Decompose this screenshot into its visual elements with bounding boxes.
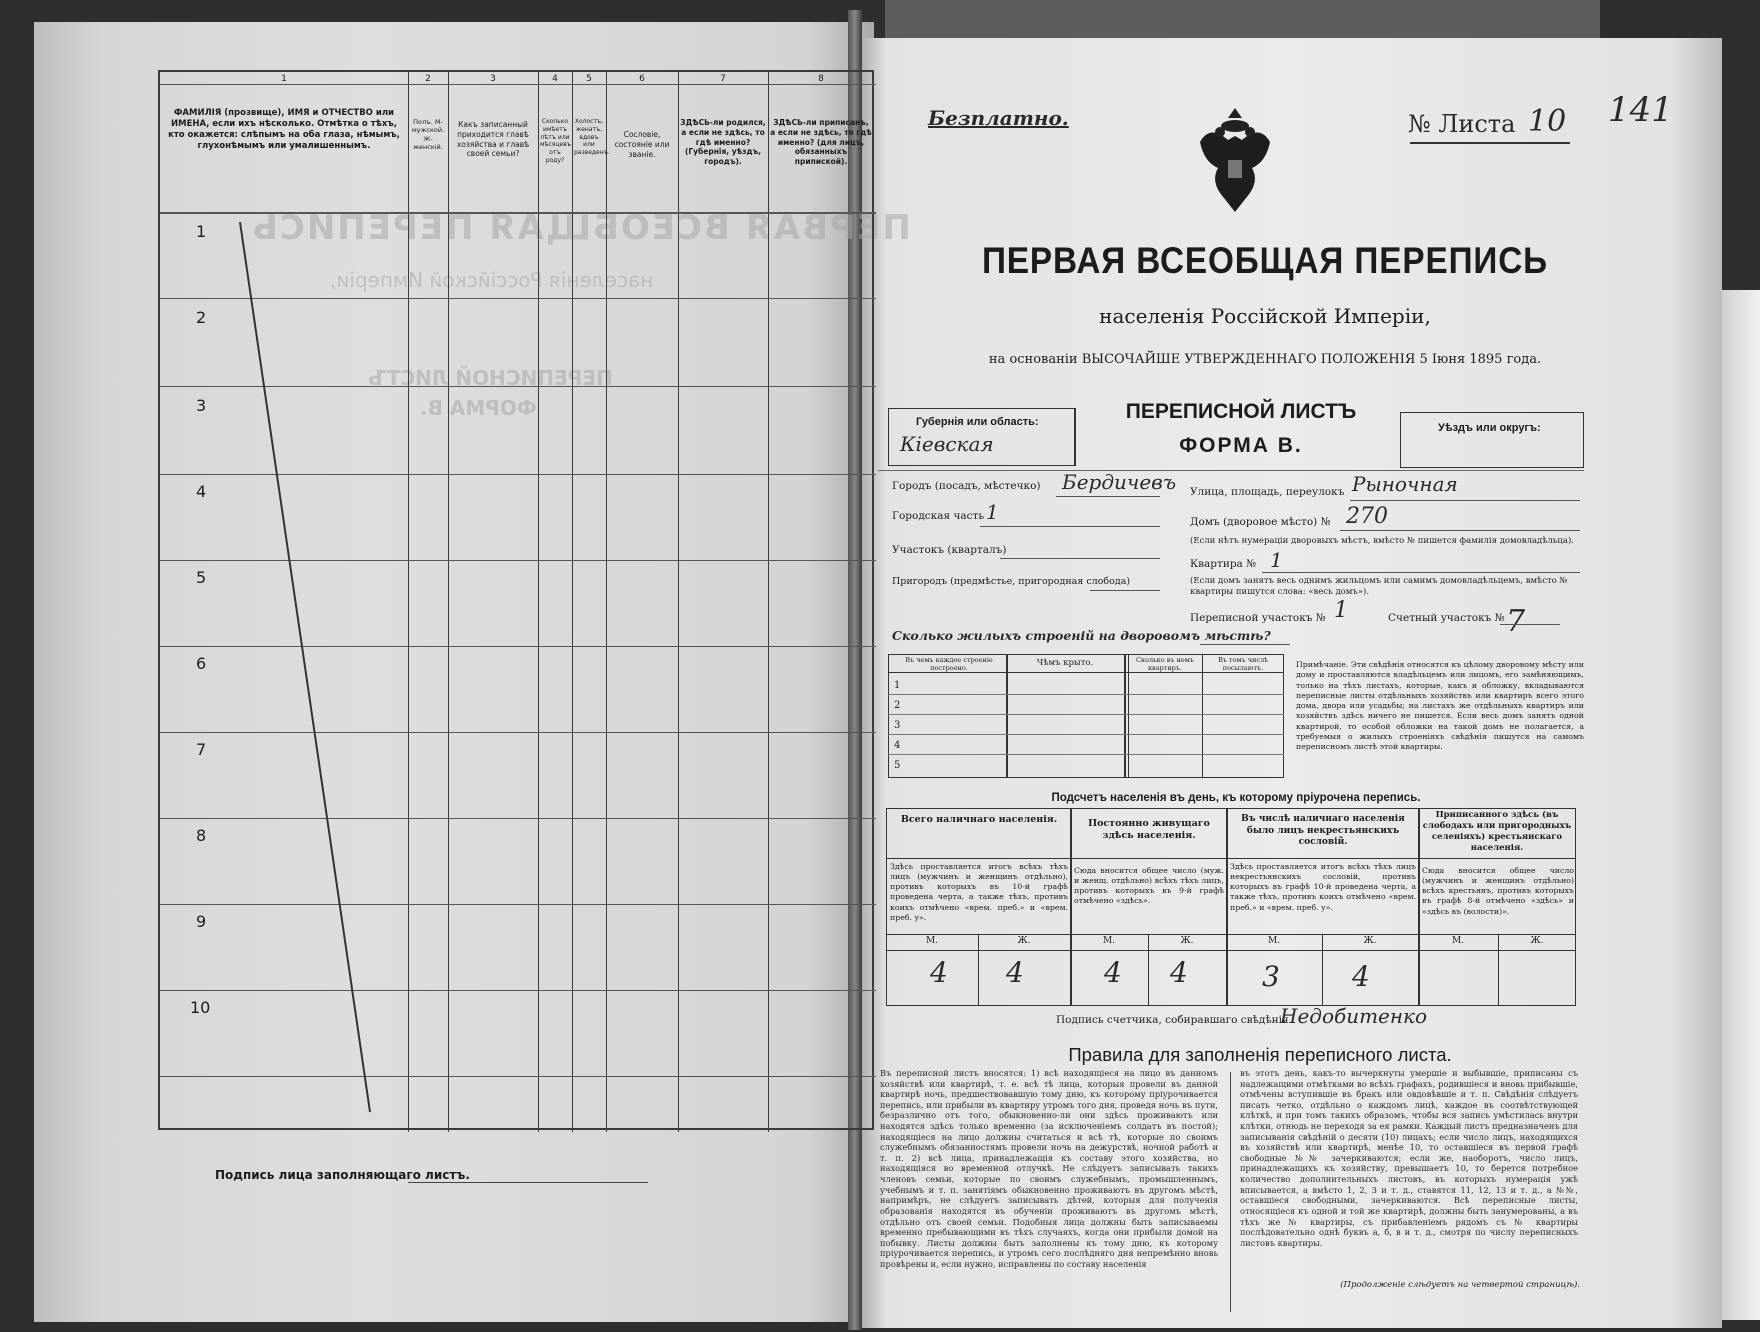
buildings-header-roof: Чѣмъ крыто.	[1036, 658, 1094, 668]
tally-sub-m: М.	[1102, 936, 1116, 946]
house-value: 270	[1346, 504, 1388, 529]
archive-folio-number: 141	[1608, 90, 1673, 130]
form-subtitle: ФОРМА В.	[1179, 434, 1303, 457]
col-number-6: 6	[639, 74, 645, 84]
col-header-age: Сколько имѣетъ лѣтъ или мѣсяцевъ отъ роду?	[540, 118, 572, 164]
counting-district-label: Счетный участокъ №	[1388, 612, 1505, 624]
city-part-label: Городская часть	[892, 510, 985, 522]
ward-label: Участокъ (кварталъ)	[892, 544, 1007, 556]
col-header-birthplace: ЗДѢСЬ-ли родился, а если не здѣсь, то гдѣ именно? (Губернія, уѣздъ, городъ).	[680, 118, 766, 166]
strikeout-line	[160, 72, 876, 1132]
filler-signature-line	[408, 1182, 648, 1183]
tally-note-non-peasant: Здѣсь проставляется итогъ всѣхъ тѣхъ лицъ некрестьянскихъ сословій, противъ которыхъ въ графѣ 10-й проведена черта, а также тѣхъ, противъ коихъ отмѣчено «врем. преб.» и «врем. преб. у».	[1230, 862, 1416, 912]
row-number-10: 10	[190, 998, 211, 1017]
ghost-form-title: ПЕРЕПИСНОЙ ЛИСТЪ	[368, 366, 613, 390]
city-label: Городъ (посадъ, мѣстечко)	[892, 480, 1041, 492]
col-header-relation: Какъ записанный приходится главѣ хозяйства и главѣ своей семьи?	[456, 120, 530, 159]
rules-text-left: Въ переписной листъ вносятся: 1) всѣ находящіеся на лицо въ данномъ хозяйствѣ или квартирѣ, т. е. всѣ тѣ лица, которыя провели въ данной квартирѣ ночь, предшествовавшую тому дню, къ которому пріурочивается перепись, или прибыли въ квартиру утромъ того дня, проведя ночь въ пути, безразлично отъ того, обыкновенно-ли они здѣсь проживаютъ или находятся здѣсь только временно (за исключеніемъ солдатъ въ постой); находящіеся на лицо должны считаться и всѣ тѣ, которые по своимъ служебнымъ обязанностямъ провели ночь на дежурствѣ, ночной работѣ и т. п. 2) всѣ лица, принадлежащія къ составу этого хозяйства, но находящіяся во временной отлучкѣ. Не слѣдуетъ записывать такихъ членовъ семьи, которые по своимъ служебнымъ, промышленнымъ, учебнымъ и т. п. занятіямъ обыкновенно проживаютъ въ другомъ мѣстѣ, напримѣръ, не слѣдуетъ записывать дѣтей, которыя для полученія образованія находятся въ обученіи проживаютъ въ другомъ мѣстѣ, отдѣльно отъ своей семьи. Подобныя лица должны быть записываемы временно пребывающими въ тѣхъ случаяхъ, когда они прибыли домой на побывку. Листы должны быть заполнены къ тому дню, къ которому пріурочивается перепись, и утромъ сего послѣдняго дня непремѣнно вновь провѣрены и, если нужно, исправлены по составу населенія	[880, 1068, 1218, 1269]
col-header-sex: Полъ. М-мужской. Ж-женскій.	[411, 118, 445, 152]
district-label: Уѣздъ или округъ:	[1438, 422, 1541, 434]
tally-sub-f: Ж.	[1017, 936, 1031, 946]
row-number-4: 4	[196, 482, 207, 501]
counting-district-value: 7	[1506, 604, 1526, 639]
tally-header-peasant: Приписанного здѣсь (въ слободахъ или пригородныхъ селеніяхъ) крестьянскаго населенія.	[1422, 810, 1572, 854]
census-district-value: 1	[1334, 598, 1348, 623]
form-title: ПЕРЕПИСНОЙ ЛИСТЪ	[1125, 400, 1357, 423]
tally-header-non-peasant: Въ числѣ наличнаго населенія было лицъ некрестьянскихъ сословій.	[1241, 814, 1405, 848]
counter-signature: Недобитенко	[1280, 1004, 1428, 1028]
row-number-5: 5	[196, 568, 207, 587]
row-number-6: 6	[196, 654, 207, 673]
tally-sub-m: М.	[1267, 936, 1281, 946]
ghost-title: ПЕРВАЯ ВСЕОБЩАЯ ПЕРЕПИСЬ	[250, 208, 911, 248]
free-label: Безплатно.	[928, 106, 1069, 130]
sheet-underline	[1410, 142, 1570, 144]
ghost-subtitle: населенія Россійской Имперіи,	[330, 268, 654, 292]
row-number-3: 3	[196, 396, 207, 415]
col-header-name: ФАМИЛІЯ (прозвище), ИМЯ и ОТЧЕСТВО или ИМЕНА, если ихъ нѣсколько. Отмѣтка о тѣхъ, кто окажется: слѣпымъ на оба глаза, нѣмымъ, глухонѣмымъ или умалишеннымъ.	[168, 108, 400, 152]
tally-sub-f: Ж.	[1363, 936, 1377, 946]
city-part-value: 1	[986, 500, 999, 524]
province-value: Кіевская	[900, 432, 994, 456]
suburb-label: Пригородъ (предмѣстье, пригородная слобода)	[892, 576, 1131, 587]
col-header-marital: Холостъ, женатъ, вдовъ или разведенъ.	[574, 118, 610, 157]
tally-sub-m: М.	[925, 936, 939, 946]
tally-header-present: Всего наличнаго населенія.	[900, 814, 1058, 825]
tally-value-resident-f: 4	[1170, 956, 1188, 989]
row-number-7: 7	[196, 740, 207, 759]
col-header-estate: Сословіе, состояніе или званіе.	[614, 130, 670, 159]
tally-value-nonpeasant-m: 3	[1262, 960, 1280, 993]
row-number-8: 8	[196, 826, 207, 845]
buildings-row-numbers: 1 2 3 4 5	[894, 680, 901, 771]
row-number-2: 2	[196, 308, 207, 327]
col-header-registration: ЗДѢСЬ-ли приписанъ, а если не здѣсь, то гдѣ именно? (для лицъ, обязанныхъ припиской).	[770, 118, 872, 166]
tally-value-present-m: 4	[930, 956, 948, 989]
apartment-note: (Если домъ занятъ весь однимъ жильцомъ или самимъ домовладѣльцемъ, вмѣсто № квартиры пишутся слова: «весь домъ»).	[1190, 576, 1568, 597]
col-number-3: 3	[490, 74, 496, 84]
page-subtitle: населенія Россійской Имперіи,	[1099, 304, 1431, 328]
legal-basis: на основаніи ВЫСОЧАЙШЕ УТВЕРЖДЕННАГО ПОЛОЖЕНІЯ 5 Іюня 1895 года.	[988, 352, 1542, 367]
house-note: (Если нѣтъ нумераціи дворовыхъ мѣстъ, вмѣсто № пишется фамилія домовладѣльца).	[1190, 536, 1574, 546]
col-number-2: 2	[425, 74, 431, 84]
sheet-label: № Листа	[1408, 110, 1516, 138]
house-label: Домъ (дворовое мѣсто) №	[1190, 516, 1331, 528]
rules-text-right: въ этотъ день, какъ-то вычеркнуты умершіе и выбывшіе, приписаны съ надлежащими отмѣтками во всѣхъ графахъ, родившіеся и вновь прибывшіе, отмѣчены вступившіе въ бракъ или овдовѣвшіе и т. п. Свѣдѣнія слѣдуетъ писать четко, отдѣльно о каждомъ лицѣ, каждое въ соотвѣтствующей клѣткѣ, и при томъ такихъ образомъ, чтобы вся запись умѣстилась внутри клѣтки, отнюдь не переходя за ея рамки. Каждый листъ предназначенъ для записыванія свѣдѣній о десяти (10) лицахъ; если число лицъ, находящихся въ хозяйствѣ или квартирѣ, менѣе 10, то оставшіеся въ первой графѣ свободные №№ зачеркиваются; если же, наоборотъ, число лицъ, принадлежащихъ къ хозяйству, превышаетъ 10, то берется потребное количество дополнительныхъ листовъ, въ которыхъ нумерація ужѣ вписывается, а вмѣсто 1, 2, 3 и т. д., ставятся 11, 12, 13 и т. д., а №№, оставшіеся свободными, зачеркиваются. Всѣ переписные листы, относящіеся къ одной и той же квартирѣ, должны быть занумерованы, а въ тѣхъ же № квартиры, съ прибавленіемъ рядомъ съ № квартиры послѣдовательно однѣ буквъ а, б, в и т. д., смотря по числу переписныхъ листовъ квартиры.	[1240, 1068, 1578, 1248]
city-value: Бердичевъ	[1062, 470, 1177, 494]
tally-value-present-f: 4	[1006, 956, 1024, 989]
tally-sub-f: Ж.	[1180, 936, 1194, 946]
buildings-header-apartments: Сколько въ немъ квартиръ.	[1136, 656, 1194, 673]
col-number-4: 4	[552, 74, 558, 84]
col-number-8: 8	[818, 74, 824, 84]
apartment-label: Квартира №	[1190, 558, 1257, 570]
tally-value-resident-m: 4	[1104, 956, 1122, 989]
street-label: Улица, площадь, переулокъ	[1190, 486, 1345, 498]
counter-signature-label: Подпись счетчика, собиравшаго свѣдѣнія	[1056, 1014, 1289, 1026]
col-number-7: 7	[720, 74, 726, 84]
apartment-value: 1	[1270, 548, 1283, 572]
buildings-question: Сколько жилыхъ строеній на дворовомъ мѣстѣ?	[892, 628, 1271, 643]
census-district-label: Переписной участокъ №	[1190, 612, 1326, 624]
buildings-note: Примѣчаніе. Эти свѣдѣнія относятся къ цѣлому дворовому мѣсту или дому и проставляются владѣльцемъ или лицомъ, его замѣняющимъ, только на тѣхъ листахъ, которые, какъ и обложку, вкладываются переписные листы отдѣльныхъ хозяйствъ или квартиръ всего этого дома, двора или усадьбы; на листахъ же отдѣльныхъ квартиръ или хозяйствъ здѣсь ничего не пишется. Если весь домъ занятъ одной квартирой, то особой обложки на такой домъ не полагается, а требуемыя о жилыхъ строеніяхъ свѣдѣнія пишутся на самомъ переписномъ листѣ этой квартиры.	[1296, 660, 1584, 752]
binding-shadow-top	[885, 0, 1600, 40]
col-number-5: 5	[586, 74, 592, 84]
row-number-9: 9	[196, 912, 207, 931]
row-number-1: 1	[196, 222, 207, 241]
street-value: Рыночная	[1352, 472, 1458, 496]
tally-note-present: Здѣсь проставляется итогъ всѣхъ тѣхъ лицъ (мужчинъ и женщинъ отдѣльно), противъ которыхъ въ 10-й графѣ проведена черта, а также тѣхъ, противъ коихъ отмѣчено «врем. преб.» и «врем. преб. у».	[890, 862, 1068, 922]
tally-header-resident: Постоянно живущаго здѣсь населенія.	[1088, 818, 1210, 842]
district-box	[1400, 412, 1584, 468]
rules-title: Правила для заполненія переписного листа.	[1068, 1044, 1452, 1065]
tally-value-nonpeasant-f: 4	[1352, 960, 1370, 993]
double-eagle-emblem-icon	[1190, 102, 1280, 220]
filler-signature-label: Подпись лица заполняющаго листъ.	[215, 1168, 470, 1182]
tally-note-resident: Сюда вносится общее число (муж. и женщ. отдѣльно) всѣхъ тѣхъ лицъ, противъ которыхъ въ 9-й графѣ отмѣчено «здѣсь».	[1074, 866, 1224, 906]
rules-continued-note: (Продолженіе слѣдуетъ на четвертой страницѣ).	[1340, 1280, 1580, 1290]
sheet-number: 10	[1528, 104, 1567, 139]
page-title: ПЕРВАЯ ВСЕОБЩАЯ ПЕРЕПИСЬ	[981, 240, 1549, 281]
page-edges	[1722, 290, 1760, 1320]
province-label: Губернія или область:	[916, 416, 1039, 428]
col-number-1: 1	[281, 74, 287, 84]
tally-note-peasant: Сюда вносится общее число (мужчинъ и женщинъ отдѣльно) всѣхъ крестьянъ, противъ которыхъ въ графѣ 8-й отмѣчено «здѣсь» и «здѣсь въ (волости)».	[1422, 866, 1574, 916]
household-register-table	[158, 70, 874, 1130]
tally-title: Подсчетъ населенія въ день, къ которому пріурочена перепись.	[1051, 792, 1421, 804]
buildings-header-material: Въ чемъ каждое строеніе построено.	[905, 656, 993, 673]
tally-sub-f: Ж.	[1530, 936, 1544, 946]
buildings-header-rented: Въ томъ числѣ посылаютъ.	[1217, 656, 1269, 673]
tally-sub-m: М.	[1451, 936, 1465, 946]
ghost-form-sub: ФОРМА В.	[420, 396, 537, 420]
divider	[878, 470, 1584, 471]
